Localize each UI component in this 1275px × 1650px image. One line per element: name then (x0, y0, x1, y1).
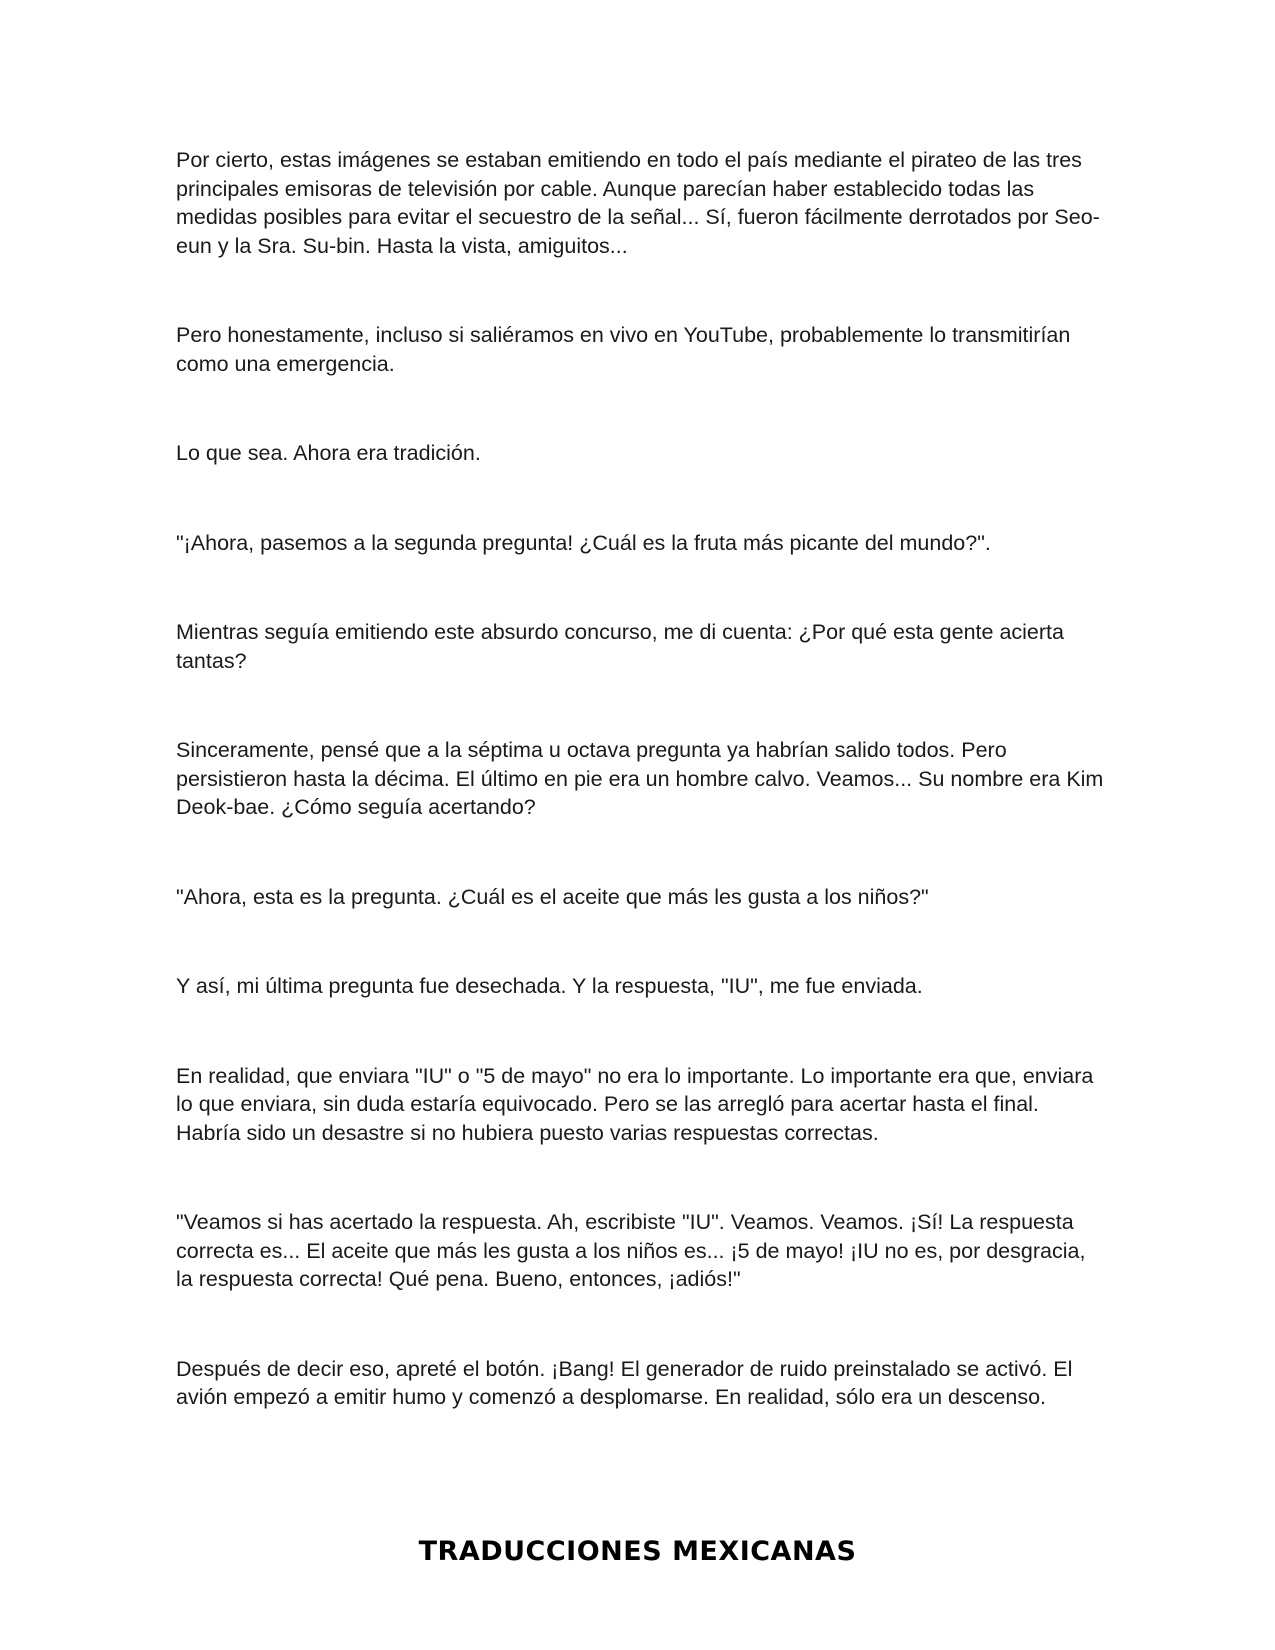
paragraph-2: Pero honestamente, incluso si saliéramos en vivo en YouTube, probablemente lo transmitirían como una emergencia. (176, 323, 1071, 376)
paragraph-1: Por cierto, estas imágenes se estaban emitiendo en todo el país mediante el pirateo de las tres principales emisoras de televisión por cable. Aunque parecían haber establecido todas las medidas posibles para evitar el secuestro de la señal... Sí, fueron fácilmente derrotados por Seo-eun y la Sra. Su-bin. Hasta la vista, amiguitos... (176, 148, 1100, 258)
paragraph-10: "Veamos si has acertado la respuesta. Ah, escribiste "IU". Veamos. Veamos. ¡Sí! La respuesta correcta es... El aceite que más les gusta a los niños es... ¡5 de mayo! ¡IU no es, por desgracia, la respuesta correcta! Qué pena. Bueno, entonces, ¡adiós!" (176, 1210, 1086, 1291)
paragraph-11: Después de decir eso, apreté el botón. ¡Bang! El generador de ruido preinstalado se activó. El avión empezó a emitir humo y comenzó a desplomarse. En realidad, sólo era un descenso. (176, 1356, 1073, 1409)
paragraph-4: "¡Ahora, pasemos a la segunda pregunta! ¿Cuál es la fruta más picante del mundo?". (176, 530, 991, 555)
paragraph-3: Lo que sea. Ahora era tradición. (176, 441, 481, 465)
paragraph-7: "Ahora, esta es la pregunta. ¿Cuál es el aceite que más les gusta a los niños?" (176, 884, 929, 909)
paragraph-5: Mientras seguía emitiendo este absurdo concurso, me di cuenta: ¿Por qué esta gente acierta tantas? (176, 620, 1064, 673)
footer-brand-logo: TRADUCCIONES MEXICANAS (418, 1536, 857, 1567)
document-body (176, 146, 1106, 1412)
paragraph-8: Y así, mi última pregunta fue desechada. Y la respuesta, "IU", me fue enviada. (176, 974, 923, 998)
paragraph-9: En realidad, que enviara "IU" o "5 de mayo" no era lo importante. Lo importante era que, enviara lo que enviara, sin duda estaría equivocado. Pero se las arregló para acertar hasta el final. Habría sido un desastre si no hubiera puesto varias respuestas correctas. (176, 1063, 1094, 1145)
paragraph-6: Sinceramente, pensé que a la séptima u octava pregunta ya habrían salido todos. Pero persistieron hasta la décima. El último en pie era un hombre calvo. Veamos... Su nombre era Kim Deok-bae. ¿Cómo seguía acertando? (176, 738, 1104, 819)
